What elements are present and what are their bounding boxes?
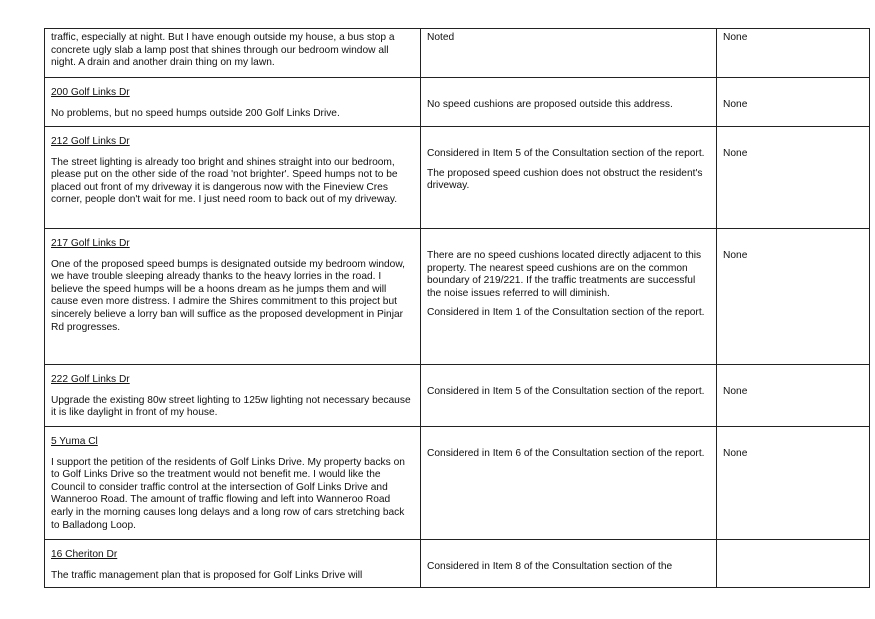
- table-row: [45, 540, 870, 588]
- action-cell: [717, 78, 870, 127]
- response-text: Considered in Item 5 of the Consultation section of the report.: [427, 148, 705, 159]
- submission-comment: traffic, especially at night. But I have enough outside my house, a bus stop a concrete ugly slab a lamp post that shines through our bedroom window all night. A drain and another drain thing on my lawn.: [51, 32, 395, 69]
- action-text: None: [723, 448, 748, 459]
- submission-cell: [45, 427, 421, 540]
- table-row: [45, 365, 870, 427]
- action-text: None: [723, 99, 748, 110]
- submission-cell: [45, 127, 421, 229]
- response-text: Noted: [427, 32, 455, 43]
- submission-cell: [45, 78, 421, 127]
- response-cell: [421, 78, 717, 127]
- submitter-address: 5 Yuma Cl: [51, 436, 98, 447]
- submission-cell: [45, 540, 421, 588]
- submitter-address: 217 Golf Links Dr: [51, 238, 130, 249]
- action-text: None: [723, 250, 748, 261]
- submission-cell: [45, 365, 421, 427]
- action-cell: [717, 229, 870, 365]
- submitter-address: 200 Golf Links Dr: [51, 87, 130, 98]
- action-text: None: [723, 386, 748, 397]
- submission-comment: The street lighting is already too bright and shines straight into our bedroom, please put on the other side of the road 'not brighter'. Speed humps not to be placed out front of my driveway it is dangerous now with the Fineview Cres corner, people don't wait for me. I just need room to back out of my driveway.: [51, 156, 398, 206]
- response-cell: [421, 427, 717, 540]
- action-cell: [717, 427, 870, 540]
- table-row: [45, 29, 870, 78]
- response-cell: [421, 229, 717, 365]
- response-cell: [421, 540, 717, 588]
- action-cell: [717, 127, 870, 229]
- action-text: None: [723, 32, 748, 43]
- submitter-address: 16 Cheriton Dr: [51, 549, 118, 560]
- table-row: [45, 427, 870, 540]
- response-cell: [421, 29, 717, 78]
- table-row: [45, 229, 870, 365]
- response-text: The proposed speed cushion does not obstruct the resident's driveway.: [427, 167, 703, 192]
- response-cell: [421, 127, 717, 229]
- response-text: Considered in Item 8 of the Consultation section of the: [427, 561, 673, 572]
- action-text: None: [723, 148, 748, 159]
- submission-cell: [45, 29, 421, 78]
- action-cell: [717, 540, 870, 588]
- submission-comment: No problems, but no speed humps outside 200 Golf Links Drive.: [51, 107, 340, 119]
- submission-comment: One of the proposed speed bumps is designated outside my bedroom window, we have trouble sleeping already thanks to the heavy lorries in the road. I believe the speed humps will be a hoons dream as he jumps them and will cause even more distress. I admire the Shires commitment to this project but sincerely believe a lorry ban will suffice as the proposed development in Pinjar Rd progresses.: [51, 258, 405, 333]
- consultation-table: [44, 28, 870, 588]
- table-row: [45, 127, 870, 229]
- action-cell: [717, 29, 870, 78]
- table-row: [45, 78, 870, 127]
- submission-comment: Upgrade the existing 80w street lighting to 125w lighting not necessary because it is like daylight in front of my house.: [51, 394, 411, 419]
- response-text: There are no speed cushions located directly adjacent to this property. The nearest speed cushions are on the common boundary of 219/221. If the traffic treatments are successful the noise issues referred to will diminish.: [427, 250, 702, 299]
- submission-comment: I support the petition of the residents of Golf Links Drive. My property backs on to Golf Links Drive so the treatment would not benefit me. I would like the Council to consider traffic control at the intersection of Golf Links Drive and Wanneroo Road. The amount of traffic flowing and left into Wanneroo Road early in the morning causes long delays and a long row of cars stretching back to Balladong Loop.: [51, 456, 405, 531]
- response-text: Considered in Item 5 of the Consultation section of the report.: [427, 386, 705, 397]
- action-cell: [717, 365, 870, 427]
- response-text: Considered in Item 1 of the Consultation section of the report.: [427, 307, 705, 319]
- submitter-address: 222 Golf Links Dr: [51, 374, 130, 385]
- submission-comment: The traffic management plan that is proposed for Golf Links Drive will: [51, 569, 363, 581]
- response-text: Considered in Item 6 of the Consultation section of the report.: [427, 448, 705, 459]
- response-text: No speed cushions are proposed outside this address.: [427, 99, 673, 110]
- submission-cell: [45, 229, 421, 365]
- submitter-address: 212 Golf Links Dr: [51, 136, 130, 147]
- response-cell: [421, 365, 717, 427]
